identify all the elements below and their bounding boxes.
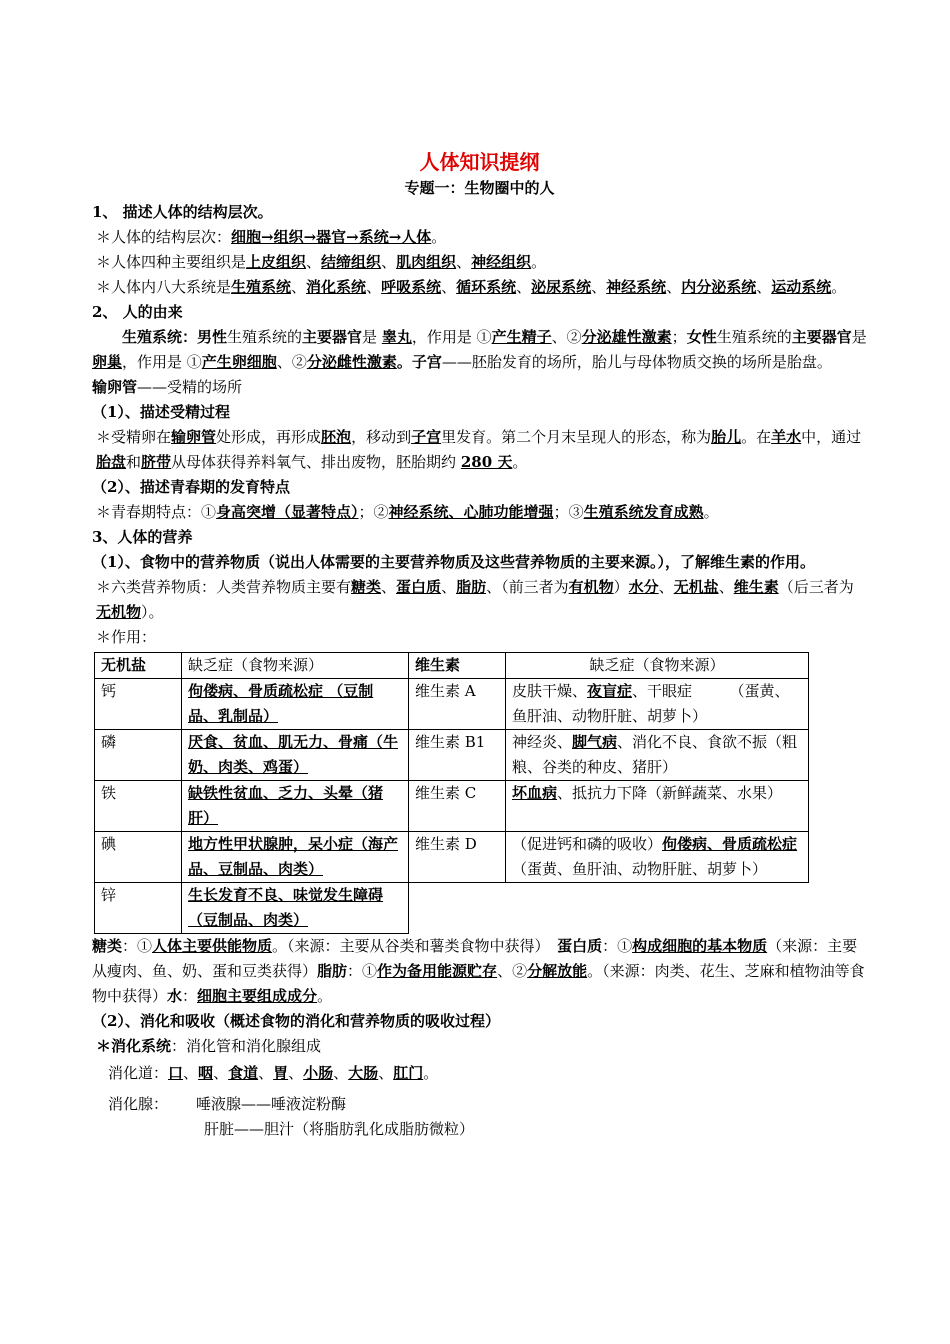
digestive-tract: 消化道：口、咽、食道、胃、小肠、大肠、肛门。 [108, 1064, 439, 1082]
table-header: 维生素 [409, 653, 506, 679]
digestive-system: ＊消化系统：消化管和消化腺组成 [96, 1037, 322, 1055]
nutrients-heading: （1）、食物中的营养物质（说出人体需要的主要营养物质及这些营养物质的主要来源。），了解维生素的作用。 [92, 553, 815, 571]
table-cell: 维生素 D [409, 832, 506, 883]
structure-levels: ＊人体的结构层次：细胞→组织→器官→系统→人体。 [96, 228, 447, 246]
table-cell: 维生素 C [409, 781, 506, 832]
fertilization-paragraph: ＊受精卵在输卵管处形成，再形成胚泡，移动到子宫里发育。第二个月末呈现人的形态，称为胎儿。在羊水中，通过胎盘和脐带从母体获得养料氧气、排出废物，胚胎期约 280 天。 [96, 428, 862, 471]
table-row [95, 883, 809, 934]
table-cell: 铁 [95, 781, 182, 832]
table-header: 无机盐 [95, 653, 182, 679]
deficiency-table [94, 652, 809, 934]
digestion-heading: （2）、消化和吸收（概述食物的消化和营养物质的吸收过程） [92, 1012, 500, 1030]
table-row [95, 832, 809, 883]
table-cell: 厌食、贫血、肌无力、骨痛（牛奶、肉类、鸡蛋） [182, 730, 409, 781]
table-cell: 磷 [95, 730, 182, 781]
section-1-heading: 1、 描述人体的结构层次。 [92, 203, 273, 221]
table-row [95, 781, 809, 832]
table-cell: 维生素 A [409, 679, 506, 730]
effect-label: ＊作用： [96, 628, 157, 646]
table-cell: 缺铁性贫血、乏力、头晕（猪肝） [182, 781, 409, 832]
oviduct-line: 输卵管——受精的场所 [92, 378, 243, 396]
puberty-features: ＊青春期特点：①身高突增（显著特点）；②神经系统、心肺功能增强；③生殖系统发育成熟。 [96, 503, 719, 521]
fertilization-heading: （1）、描述受精过程 [92, 403, 230, 421]
four-tissues: ＊人体四种主要组织是上皮组织、结缔组织、肌肉组织、神经组织。 [96, 253, 547, 271]
table-cell: 神经炎、脚气病、消化不良、食欲不振（粗粮、谷类的种皮、猪肝） [506, 730, 809, 781]
table-header: 缺乏症（食物来源） [506, 653, 809, 679]
document-subtitle: 专题一：生物圈中的人 [404, 179, 555, 197]
document-title: 人体知识提纲 [419, 150, 540, 174]
table-cell: 维生素 B1 [409, 730, 506, 781]
table-cell: （促进钙和磷的吸收）佝偻病、骨质疏松症（蛋黄、鱼肝油、动物肝脏、胡萝卜） [506, 832, 809, 883]
table-cell-empty [409, 883, 506, 934]
table-row [95, 679, 809, 730]
table-cell-empty [506, 883, 809, 934]
table-cell: 坏血病、抵抗力下降（新鲜蔬菜、水果） [506, 781, 809, 832]
eight-systems: ＊人体内八大系统是生殖系统、消化系统、呼吸系统、循环系统、泌尿系统、神经系统、内分泌系统、运动系统。 [96, 278, 847, 296]
table-cell: 皮肤干燥、夜盲症、干眼症 （蛋黄、鱼肝油、动物肝脏、胡萝卜） [506, 679, 809, 730]
puberty-heading: （2）、描述青春期的发育特点 [92, 478, 290, 496]
digestive-gland-2: 肝脏——胆汁（将脂肪乳化成脂肪微粒） [204, 1120, 475, 1138]
document-page [92, 148, 867, 1142]
table-row [95, 730, 809, 781]
table-cell: 地方性甲状腺肿，呆小症（海产品、豆制品、肉类） [182, 832, 409, 883]
section-2-heading: 2、 人的由来 [92, 303, 183, 321]
table-cell: 生长发育不良、味觉发生障碍（豆制品、肉类） [182, 883, 409, 934]
six-nutrients: ＊六类营养物质：人类营养物质主要有糖类、蛋白质、脂肪、（前三者为有机物）水分、无机盐、维生素（后三者为无机物）。 [96, 578, 854, 621]
table-header: 缺乏症（食物来源） [182, 653, 409, 679]
nutrient-functions: 糖类：①人体主要供能物质。（来源：主要从谷类和薯类食物中获得） 蛋白质：①构成细胞的基本物质（来源：主要从瘦肉、鱼、奶、蛋和豆类获得）脂肪：①作为备用能源贮存、②分解放能。（来源：肉类、花生、芝麻和植物油等食物中获得）水：细胞主要组成成分。 [92, 937, 865, 1005]
section-3-heading: 3、人体的营养 [92, 528, 193, 546]
table-cell: 碘 [95, 832, 182, 883]
digestive-gland-1: 消化腺： 唾液腺——唾液淀粉酶 [108, 1095, 347, 1113]
reproductive-system-paragraph: 生殖系统：男性生殖系统的主要器官是 睾丸，作用是 ①产生精子、②分泌雄性激素；女性生殖系统的主要器官是 卵巢，作用是 ①产生卵细胞、②分泌雌性激素。子宫——胚胎发育的场所，胎儿与母体物质交换的场所是胎盘。 [92, 328, 867, 371]
table-cell: 锌 [95, 883, 182, 934]
table-cell: 佝偻病、骨质疏松症 （豆制品、乳制品） [182, 679, 409, 730]
table-cell: 钙 [95, 679, 182, 730]
